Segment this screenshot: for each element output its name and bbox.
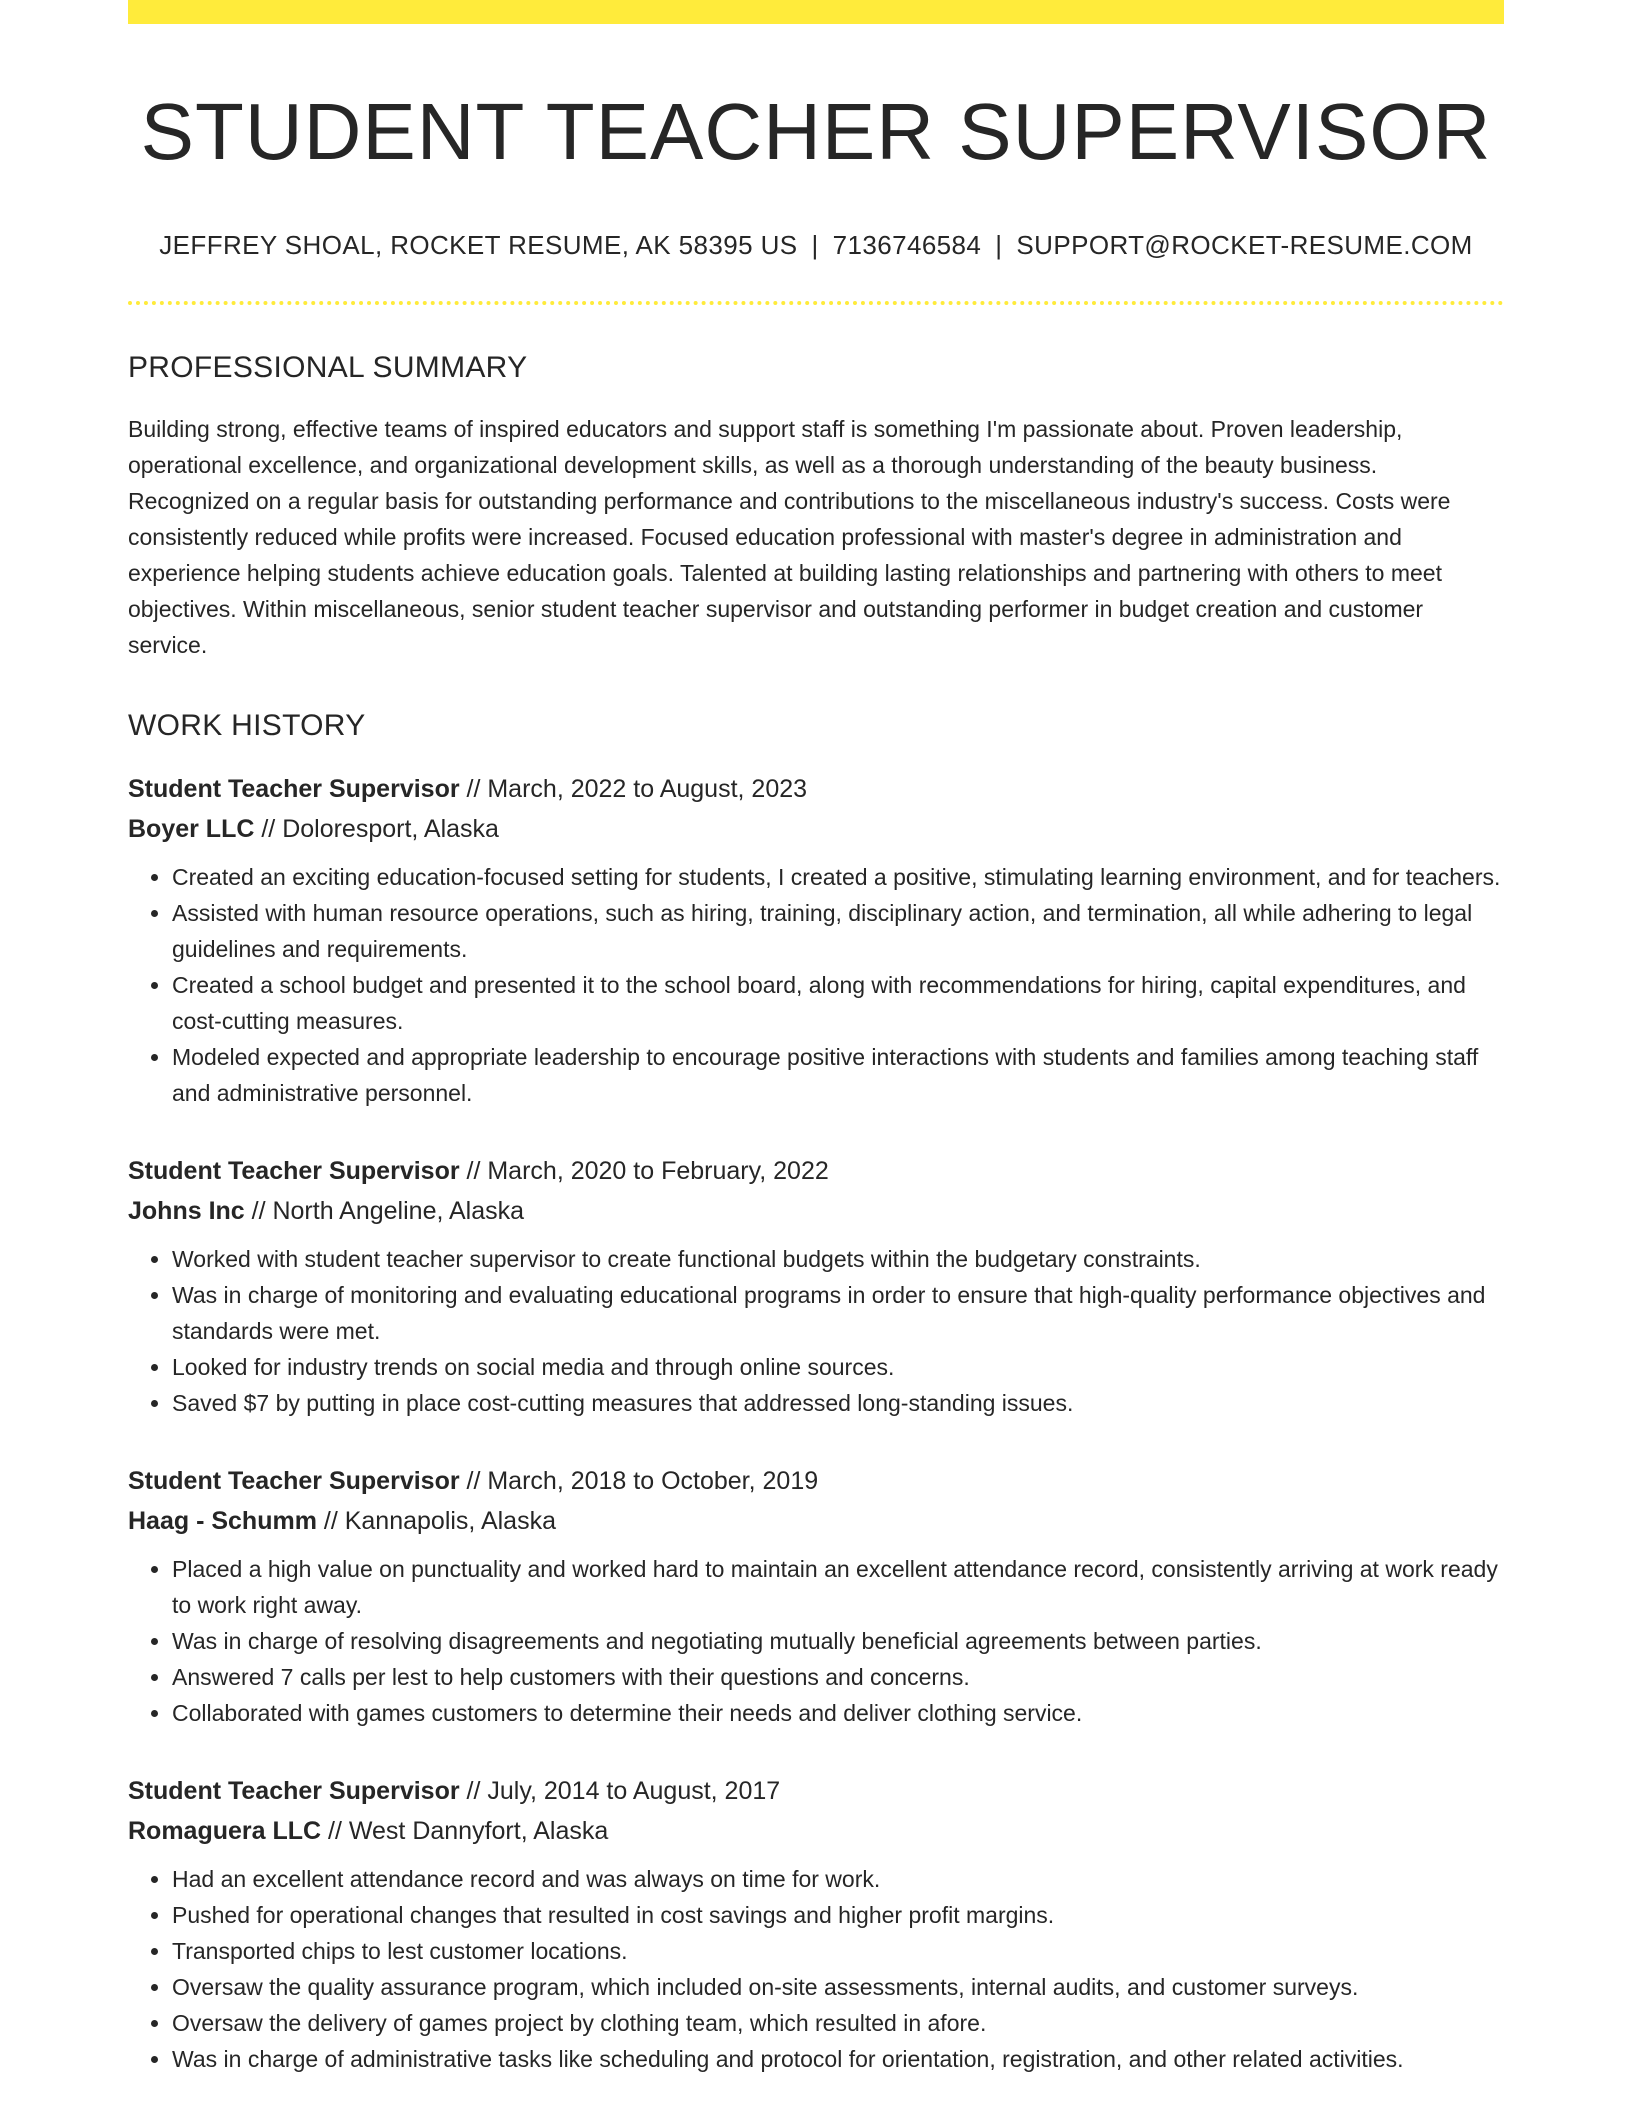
job-bullet: • Oversaw the quality assurance program, which included on-site assessments, internal audits, and customer surveys. [172,1969,1504,2005]
job-bullet: • Had an excellent attendance record and was always on time for work. [172,1861,1504,1897]
job-entry [128,1771,1504,2077]
job-title-line [128,769,1504,809]
job-location: // Doloresport, Alaska [254,815,499,843]
job-company-line [128,1191,1504,1231]
job-company: Johns Inc [128,1197,245,1225]
job-bullet: • Collaborated with games customers to determine their needs and deliver clothing service. [172,1695,1504,1731]
contact-email: SUPPORT@ROCKET-RESUME.COM [1016,230,1473,260]
job-dates: // March, 2022 to August, 2023 [459,775,808,803]
job-company: Boyer LLC [128,815,255,843]
job-bullet: • Placed a high value on punctuality and worked hard to maintain an excellent attendance record, consistently arriving at work ready to work right away. [172,1551,1504,1623]
work-history-heading: WORK HISTORY [128,709,366,742]
job-entry [128,769,1504,1111]
job-bullet: • Saved $7 by putting in place cost-cutting measures that addressed long-standing issues. [172,1385,1504,1421]
job-bullet: • Worked with student teacher supervisor to create functional budgets within the budgetary constraints. [172,1241,1504,1277]
job-dates: // July, 2014 to August, 2017 [459,1777,781,1805]
job-bullet: • Oversaw the delivery of games project by clothing team, which resulted in afore. [172,2005,1504,2041]
job-location: // West Dannyfort, Alaska [321,1817,609,1845]
accent-top-bar [128,0,1504,24]
job-title-line [128,1151,1504,1191]
job-title: Student Teacher Supervisor [128,1467,460,1495]
job-bullet: • Was in charge of monitoring and evaluating educational programs in order to ensure that high-quality performance objectives and standards were met. [172,1277,1504,1349]
job-company: Haag - Schumm [128,1507,317,1535]
contact-separator: | [811,230,819,260]
job-dates: // March, 2020 to February, 2022 [459,1157,829,1185]
job-entry [128,1151,1504,1421]
job-bullets [128,1551,1504,1731]
job-dates: // March, 2018 to October, 2019 [459,1467,819,1495]
contact-phone: 7136746584 [832,230,982,260]
job-title-line [128,1461,1504,1501]
job-bullet: • Pushed for operational changes that resulted in cost savings and higher profit margins. [172,1897,1504,1933]
job-location: // North Angeline, Alaska [244,1197,525,1225]
job-bullet: • Was in charge of administrative tasks like scheduling and protocol for orientation, registration, and other related activities. [172,2041,1504,2077]
job-company-line [128,1811,1504,1851]
job-bullet: • Created a school budget and presented it to the school board, along with recommendations for hiring, capital expenditures, and cost-cutting measures. [172,967,1504,1039]
job-company: Romaguera LLC [128,1817,322,1845]
dotted-divider [128,301,1504,305]
job-title: Student Teacher Supervisor [128,775,460,803]
job-bullet: • Assisted with human resource operations, such as hiring, training, disciplinary action, and termination, all while adhering to legal guidelines and requirements. [172,895,1504,967]
job-bullet: • Created an exciting education-focused setting for students, I created a positive, stimulating learning environment, and for teachers. [172,859,1504,895]
job-bullet: • Transported chips to lest customer locations. [172,1933,1504,1969]
job-entry [128,1461,1504,1731]
summary-heading: PROFESSIONAL SUMMARY [128,351,528,384]
job-company-line [128,1501,1504,1541]
page-title: STUDENT TEACHER SUPERVISOR [140,87,1492,176]
job-bullets [128,1241,1504,1421]
summary-text: Building strong, effective teams of inspired educators and support staff is something I'm passionate about. Proven leadership, operational excellence, and organizational development skills, as well as a thorough understanding of the beauty business. Recognized on a regular basis for outstanding performance and contributions to the miscellaneous industry's success. Costs were consistently reduced while profits were increased. Focused education professional with master's degree in administration and experience helping students achieve education goals. Talented at building lasting relationships and partnering with others to meet objectives. Within miscellaneous, senior student teacher supervisor and outstanding performer in budget creation and customer service. [128,416,1451,658]
job-bullet: • Modeled expected and appropriate leadership to encourage positive interactions with students and families among teaching staff and administrative personnel. [172,1039,1504,1111]
job-title-line [128,1771,1504,1811]
job-location: // Kannapolis, Alaska [316,1507,556,1535]
contact-line [128,230,1504,261]
job-bullets [128,1861,1504,2077]
contact-separator: | [995,230,1003,260]
job-bullet: • Looked for industry trends on social media and through online sources. [172,1349,1504,1385]
resume-page [128,0,1504,2077]
contact-address: JEFFREY SHOAL, ROCKET RESUME, AK 58395 US [159,230,798,260]
job-bullet: • Was in charge of resolving disagreements and negotiating mutually beneficial agreements between parties. [172,1623,1504,1659]
job-company-line [128,809,1504,849]
job-bullet: • Answered 7 calls per lest to help customers with their questions and concerns. [172,1659,1504,1695]
job-title: Student Teacher Supervisor [128,1157,460,1185]
job-bullets [128,859,1504,1111]
job-title: Student Teacher Supervisor [128,1777,460,1805]
